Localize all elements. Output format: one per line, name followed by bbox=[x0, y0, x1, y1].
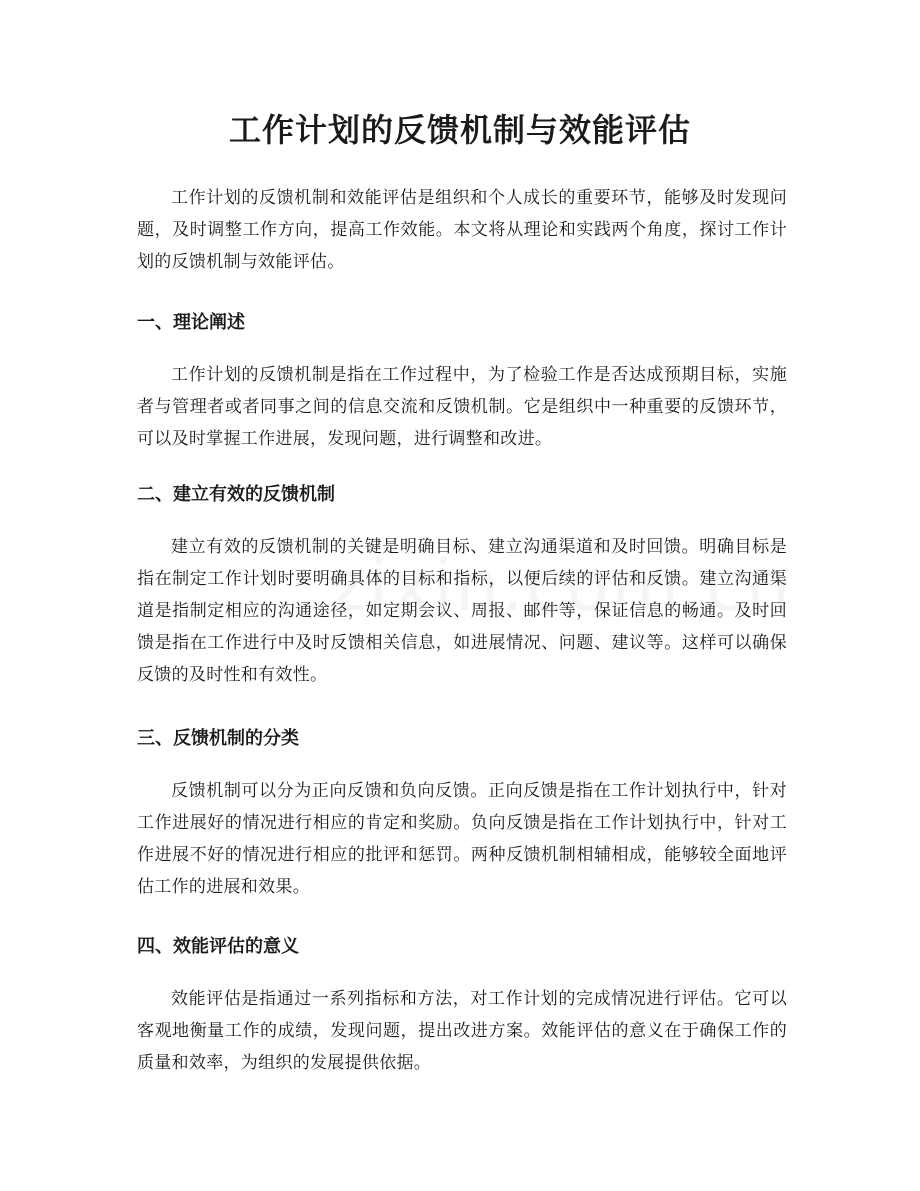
page-title: 工作计划的反馈机制与效能评估 bbox=[228, 111, 691, 149]
intro-paragraph: 工作计划的反馈机制和效能评估是组织和个人成长的重要环节，能够及时发现问题，及时调整工作方向，提高工作效能。本文将从理论和实践两个角度，探讨工作计划的反馈机制与效能评估。 bbox=[137, 188, 787, 272]
section-body-2: 建立有效的反馈机制的关键是明确目标、建立沟通渠道和及时回馈。明确目标是指在制定工作计划时要明确具体的目标和指标，以便后续的评估和反馈。建立沟通渠道是指制定相应的沟通途径，如定期会议、周报、邮件等，保证信息的畅通。及时回馈是指在工作进行中及时反馈相关信息，如进展情况、问题、建议等。这样可以确保反馈的及时性和有效性。 bbox=[137, 537, 787, 685]
section-body-1: 工作计划的反馈机制是指在工作过程中，为了检验工作是否达成预期目标，实施者与管理者或者同事之间的信息交流和反馈机制。它是组织中一种重要的反馈环节，可以及时掌握工作进展，发现问题，进行调整和改进。 bbox=[137, 365, 787, 449]
section-body-3: 反馈机制可以分为正向反馈和负向反馈。正向反馈是指在工作计划执行中，针对工作进展好的情况进行相应的肯定和奖励。负向反馈是指在工作计划执行中，针对工作进展不好的情况进行相应的批评和惩罚。两种反馈机制相辅相成，能够较全面地评估工作的进展和效果。 bbox=[137, 781, 787, 897]
section-heading-1: 一、理论阐述 bbox=[137, 312, 245, 333]
section-body-4: 效能评估是指通过一系列指标和方法，对工作计划的完成情况进行评估。它可以客观地衡量工作的成绩，发现问题，提出改进方案。效能评估的意义在于确保工作的质量和效率，为组织的发展提供依据。 bbox=[137, 989, 787, 1073]
section-heading-3: 三、反馈机制的分类 bbox=[137, 728, 299, 749]
section-heading-4: 四、效能评估的意义 bbox=[137, 936, 299, 957]
section-heading-2: 二、建立有效的反馈机制 bbox=[137, 484, 335, 505]
